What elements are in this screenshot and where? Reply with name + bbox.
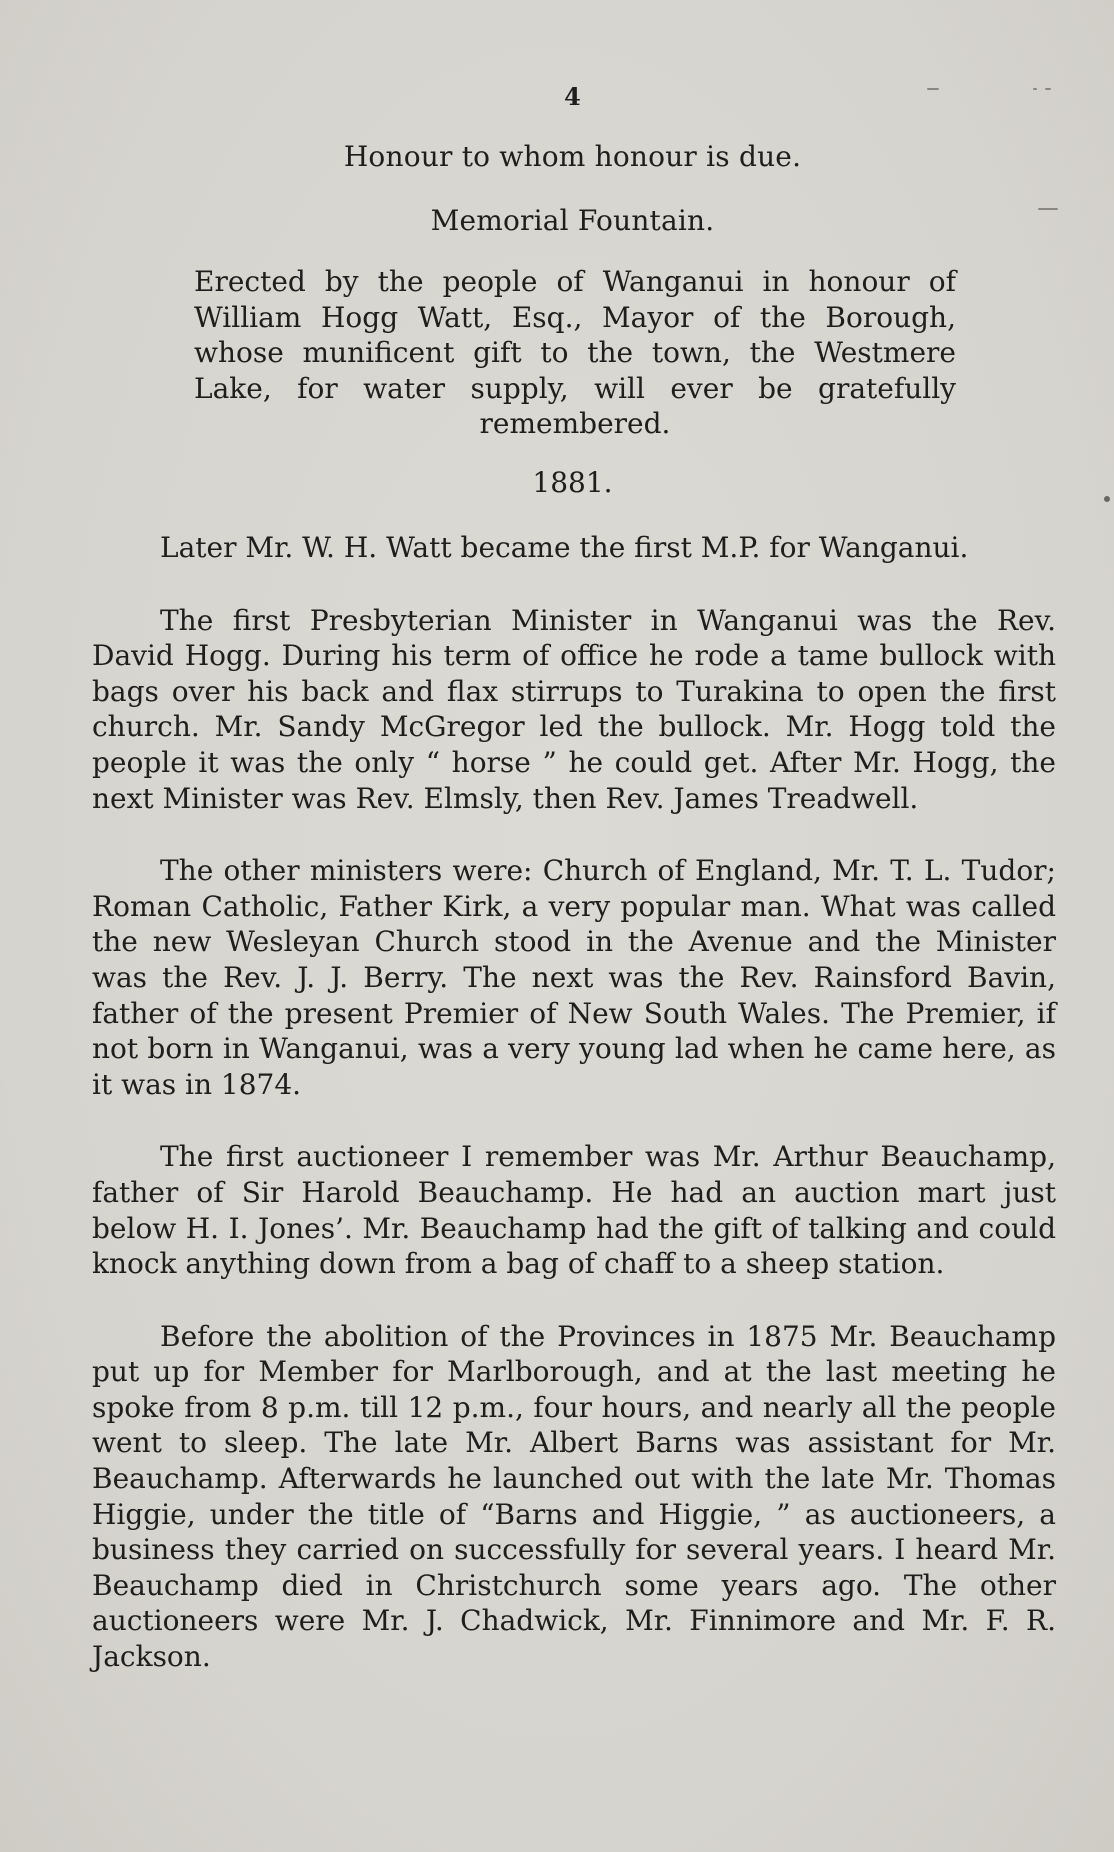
heading-honour: Honour to whom honour is due. xyxy=(343,140,802,173)
heading-memorial-fountain: Memorial Fountain. xyxy=(430,204,715,237)
paragraph-first-auctioneer: The first auctioneer I remember was Mr. Arthur Beauchamp, father of Sir Harold Beauchamp. He had an auction mart just below H. I. Jones’. Mr. Beauchamp had the gift of talking and could knock anything down from a bag of chaff to a sheep station. xyxy=(92,1140,1056,1281)
paragraph-watt-mp: Later Mr. W. H. Watt became the first M.P. for Wanganui. xyxy=(160,531,969,564)
scan-speck xyxy=(1033,88,1037,90)
paragraph-provinces-abolition: Before the abolition of the Provinces in 1875 Mr. Beauchamp put up for Member for Marlborough, and at the last meeting he spoke from 8 p.m. till 12 p.m., four hours, and nearly all the people went to sleep. The late Mr. Albert Barns was assistant for Mr. Beauchamp. Afterwards he launched out with the late Mr. Thomas Higgie, under the title of “Barns and Higgie, ” as auctioneers, a business they carried on successfully for several years. I heard Mr. Beauchamp died in Christchurch some years ago. The other auctioneers were Mr. J. Chadwick, Mr. Finnimore and Mr. F. R. Jackson. xyxy=(92,1319,1056,1674)
paragraph-other-ministers: The other ministers were: Church of England, Mr. T. L. Tudor; Roman Catholic, Father Kirk, a very popular man. What was called the new Wesleyan Church stood in the Avenue and the Minister was the Rev. J. J. Berry. The next was the Rev. Rainsford Bavin, father of the present Premier of New South Wales. The Premier, if not born in Wanganui, was a very young lad when he came here, as it was in 1874. xyxy=(92,854,1056,1101)
fountain-inscription: Erected by the people of Wanganui in honour of William Hogg Watt, Esq., Mayor of the Borough, whose munificent gift to the town, the Westmere Lake, for water supply, will ever be gratefully remembered. xyxy=(194,265,956,440)
scan-speck xyxy=(1038,208,1058,210)
scan-speck xyxy=(1045,88,1051,90)
scan-speck xyxy=(927,88,939,90)
scan-speck xyxy=(1104,496,1110,502)
page-number: 4 xyxy=(564,82,581,111)
paragraph-presbyterian-minister: The first Presbyterian Minister in Wanganui was the Rev. David Hogg. During his term of office he rode a tame bullock with bags over his back and flax stirrups to Turakina to open the first church. Mr. Sandy McGregor led the bullock. Mr. Hogg told the people it was the only “ horse ” he could get. After Mr. Hogg, the next Minister was Rev. Elmsly, then Rev. James Treadwell. xyxy=(92,603,1056,815)
body-text xyxy=(92,530,1056,1712)
inscription-year: 1881. xyxy=(532,466,613,499)
